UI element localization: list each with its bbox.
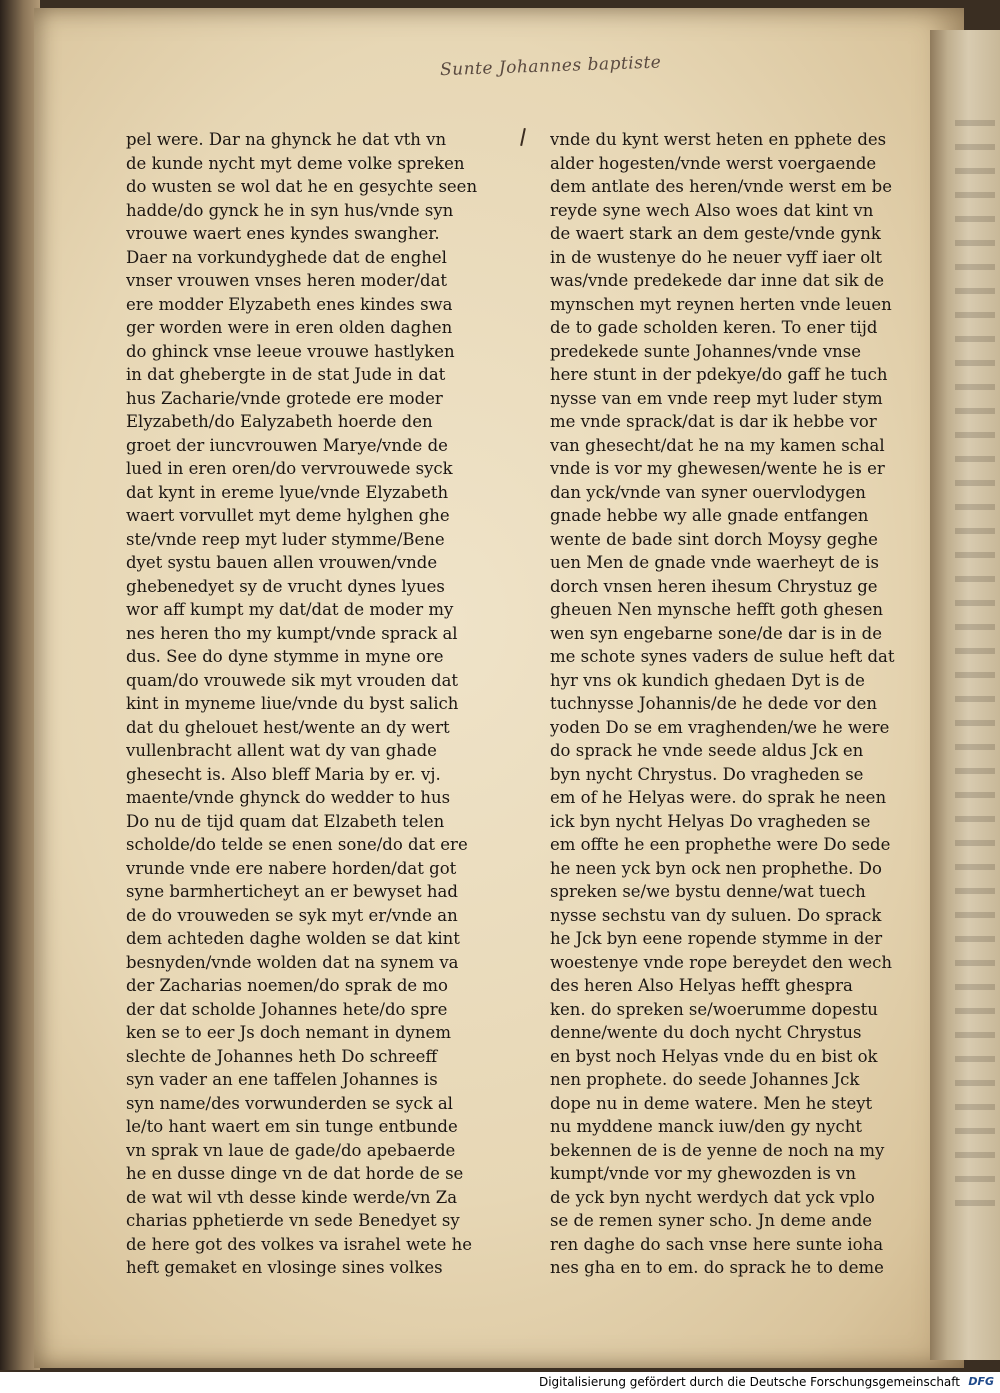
text-line: de wat wil vth desse kinde werde/vn Za xyxy=(126,1187,458,1207)
text-line: maente/vnde ghynck do wedder to hus xyxy=(126,788,451,807)
text-line: ken se to eer Js doch nemant in dynem xyxy=(126,1023,451,1042)
text-line: denne/wente du doch nycht Chrystus xyxy=(550,1023,862,1042)
text-line: hus Zacharie/vnde grotede ere moder xyxy=(126,388,443,408)
text-line: nes heren tho my kumpt/vnde sprack al xyxy=(126,623,458,643)
facing-page-text-shadow xyxy=(955,120,995,1220)
text-line: do wusten se wol dat he en gesychte seen xyxy=(126,177,478,196)
text-line: ste/vnde reep myt luder stymme/Bene xyxy=(126,529,445,549)
text-line: dem achteden daghe wolden se dat kint xyxy=(126,929,460,948)
text-line: in de wustenye do he neuer vyff iaer olt xyxy=(550,247,883,267)
text-line: quam/do vrouwede sik myt vrouden dat xyxy=(126,670,459,690)
text-line: pel were. Dar na ghynck he dat vth vn xyxy=(126,130,447,149)
text-line: der Zacharias noemen/do sprak de mo xyxy=(126,976,448,995)
text-line: se de remen syner scho. Jn deme ande xyxy=(550,1211,873,1230)
text-line: der dat scholde Johannes hete/do spre xyxy=(126,999,448,1019)
text-line: he en dusse dinge vn de dat horde de se xyxy=(126,1164,464,1183)
text-line: charias pphetierde vn sede Benedyet sy xyxy=(126,1211,460,1230)
text-line: me schote synes vaders de sulue heft dat xyxy=(550,647,895,666)
text-line: kint in myneme liue/vnde du byst salich xyxy=(126,694,459,713)
footer-credit: Digitalisierung gefördert durch die Deutsche Forschungsgemeinschaft xyxy=(538,1375,960,1389)
text-line: dorch vnsen heren ihesum Chrystuz ge xyxy=(550,576,878,596)
text-line: vnde du kynt werst heten en pphete des xyxy=(550,130,887,149)
dfg-logo: DFG xyxy=(968,1375,994,1388)
text-line: le/to hant waert em sin tunge entbunde xyxy=(126,1117,458,1136)
text-line: me vnde sprack/dat is dar ik hebbe vor xyxy=(550,412,877,431)
text-line: byn nycht Chrystus. Do vragheden se xyxy=(550,764,864,784)
text-line: he neen yck byn ock nen prophethe. Do xyxy=(550,858,882,878)
text-line: dus. See do dyne stymme in myne ore xyxy=(126,647,444,666)
text-line: de here got des volkes va israhel wete he xyxy=(126,1234,472,1254)
text-line: scholde/do telde se enen sone/do dat ere xyxy=(126,835,468,854)
text-line: in dat ghebergte in de stat Jude in dat xyxy=(126,365,446,384)
text-line: nu myddene manck iuw/den gy nycht xyxy=(550,1117,862,1136)
text-line: syne barmherticheyt an er bewyset had xyxy=(126,882,458,901)
text-line: de do vrouweden se syk myt er/vnde an xyxy=(126,905,458,925)
text-line: en byst noch Helyas vnde du en bist ok xyxy=(550,1046,878,1066)
text-line: lued in eren oren/do vervrouwede syck xyxy=(126,459,453,478)
text-line: dat du ghelouet hest/wente an dy wert xyxy=(126,717,450,737)
text-line: nen prophete. do seede Johannes Jck xyxy=(550,1070,860,1089)
text-line: vrouwe waert enes kyndes swangher. xyxy=(126,224,440,243)
text-line: ere modder Elyzabeth enes kindes swa xyxy=(126,294,453,314)
text-line: ger worden were in eren olden daghen xyxy=(126,318,453,337)
text-line: de waert stark an dem geste/vnde gynk xyxy=(550,224,881,243)
text-line: tuchnysse Johannis/de he dede vor den xyxy=(550,694,878,713)
text-line: em of he Helyas were. do sprak he neen xyxy=(550,788,887,807)
text-line: dem antlate des heren/vnde werst em be xyxy=(550,177,892,196)
text-line: de to gade scholden keren. To ener tijd xyxy=(550,318,878,337)
text-line: nes gha en to em. do sprack he to deme xyxy=(550,1258,884,1277)
text-line: heft gemaket en vlosinge sines volkes xyxy=(126,1258,443,1277)
text-line: vrunde vnde ere nabere horden/dat got xyxy=(126,858,457,878)
right-text-column xyxy=(550,128,920,1280)
text-line: van ghesecht/dat he na my kamen schal xyxy=(550,435,885,455)
text-line: em offte he een prophethe were Do sede xyxy=(550,835,891,854)
text-line: vullenbracht allent wat dy van ghade xyxy=(126,741,437,760)
text-line: kumpt/vnde vor my ghewozden is vn xyxy=(550,1164,856,1183)
text-line: bekennen de is de yenne de noch na my xyxy=(550,1140,885,1160)
text-line: hyr vns ok kundich ghedaen Dyt is de xyxy=(550,670,865,690)
text-line: wente de bade sint dorch Moysy geghe xyxy=(550,529,878,549)
text-line: predekede sunte Johannes/vnde vnse xyxy=(550,341,861,361)
text-line: dat kynt in ereme lyue/vnde Elyzabeth xyxy=(126,482,449,502)
text-line: woestenye vnde rope bereydet den wech xyxy=(550,952,893,972)
text-line: syn vader an ene taffelen Johannes is xyxy=(126,1070,438,1089)
text-line: here stunt in der pdekye/do gaff he tuch xyxy=(550,365,888,384)
text-line: nysse sechstu van dy suluen. Do sprack xyxy=(550,905,882,925)
text-line: de yck byn nycht werdych dat yck vplo xyxy=(550,1187,875,1207)
text-line: do sprack he vnde seede aldus Jck en xyxy=(550,741,864,760)
text-line: yoden Do se em vraghenden/we he were xyxy=(550,717,890,737)
text-line: Elyzabeth/do Ealyzabeth hoerde den xyxy=(126,412,433,431)
text-line: wen syn engebarne sone/de dar is in de xyxy=(550,623,882,643)
text-line: syn name/des vorwunderden se syck al xyxy=(126,1093,453,1113)
text-line: groet der iuncvrouwen Marye/vnde de xyxy=(126,435,448,455)
text-line: uen Men de gnade vnde waerheyt de is xyxy=(550,553,880,572)
text-line: hadde/do gynck he in syn hus/vnde syn xyxy=(126,200,454,220)
text-line: vnde is vor my ghewesen/wente he is er xyxy=(550,459,885,478)
text-line: alder hogesten/vnde werst voergaende xyxy=(550,153,877,173)
text-line: was/vnde predekede dar inne dat sik de xyxy=(550,271,885,290)
text-line: do ghinck vnse leeue vrouwe hastlyken xyxy=(126,341,455,361)
text-line: gnade hebbe wy alle gnade entfangen xyxy=(550,506,869,525)
text-line: mynschen myt reynen herten vnde leuen xyxy=(550,294,892,314)
text-line: ghesecht is. Also bleff Maria by er. vj. xyxy=(126,764,441,784)
text-line: gheuen Nen mynsche hefft goth ghesen xyxy=(550,600,884,619)
text-line: nysse van em vnde reep myt luder stym xyxy=(550,388,883,408)
text-line: ken. do spreken se/woerumme dopestu xyxy=(550,999,878,1019)
text-line: spreken se/we bystu denne/wat tuech xyxy=(550,882,866,901)
text-line: ghebenedyet sy de vrucht dynes lyues xyxy=(126,576,445,596)
text-line: des heren Also Helyas hefft ghespra xyxy=(550,976,853,995)
text-line: he Jck byn eene ropende stymme in der xyxy=(550,929,883,948)
running-head: Sunte Johannes baptiste xyxy=(439,52,662,81)
text-line: Do nu de tijd quam dat Elzabeth telen xyxy=(126,811,445,831)
text-line: dan yck/vnde van syner ouervlodygen xyxy=(550,482,866,502)
text-line: reyde syne wech Also woes dat kint vn xyxy=(550,200,874,220)
text-line: wor aff kumpt my dat/dat de moder my xyxy=(126,600,454,619)
text-line: de kunde nycht myt deme volke spreken xyxy=(126,153,465,173)
text-line: waert vorvullet myt deme hylghen ghe xyxy=(126,506,450,525)
text-line: dope nu in deme watere. Men he steyt xyxy=(550,1093,873,1113)
text-line: ick byn nycht Helyas Do vragheden se xyxy=(550,811,871,831)
text-line: dyet systu bauen allen vrouwen/vnde xyxy=(126,553,438,572)
text-line: slechte de Johannes heth Do schreeff xyxy=(126,1046,438,1066)
text-line: ren daghe do sach vnse here sunte ioha xyxy=(550,1234,884,1254)
text-line: vnser vrouwen vnses heren moder/dat xyxy=(126,271,448,290)
text-line: vn sprak vn laue de gade/do apebaerde xyxy=(126,1140,456,1160)
left-text-column xyxy=(126,128,486,1280)
text-line: Daer na vorkundyghede dat de enghel xyxy=(126,247,447,267)
text-line: besnyden/vnde wolden dat na synem va xyxy=(126,952,459,972)
